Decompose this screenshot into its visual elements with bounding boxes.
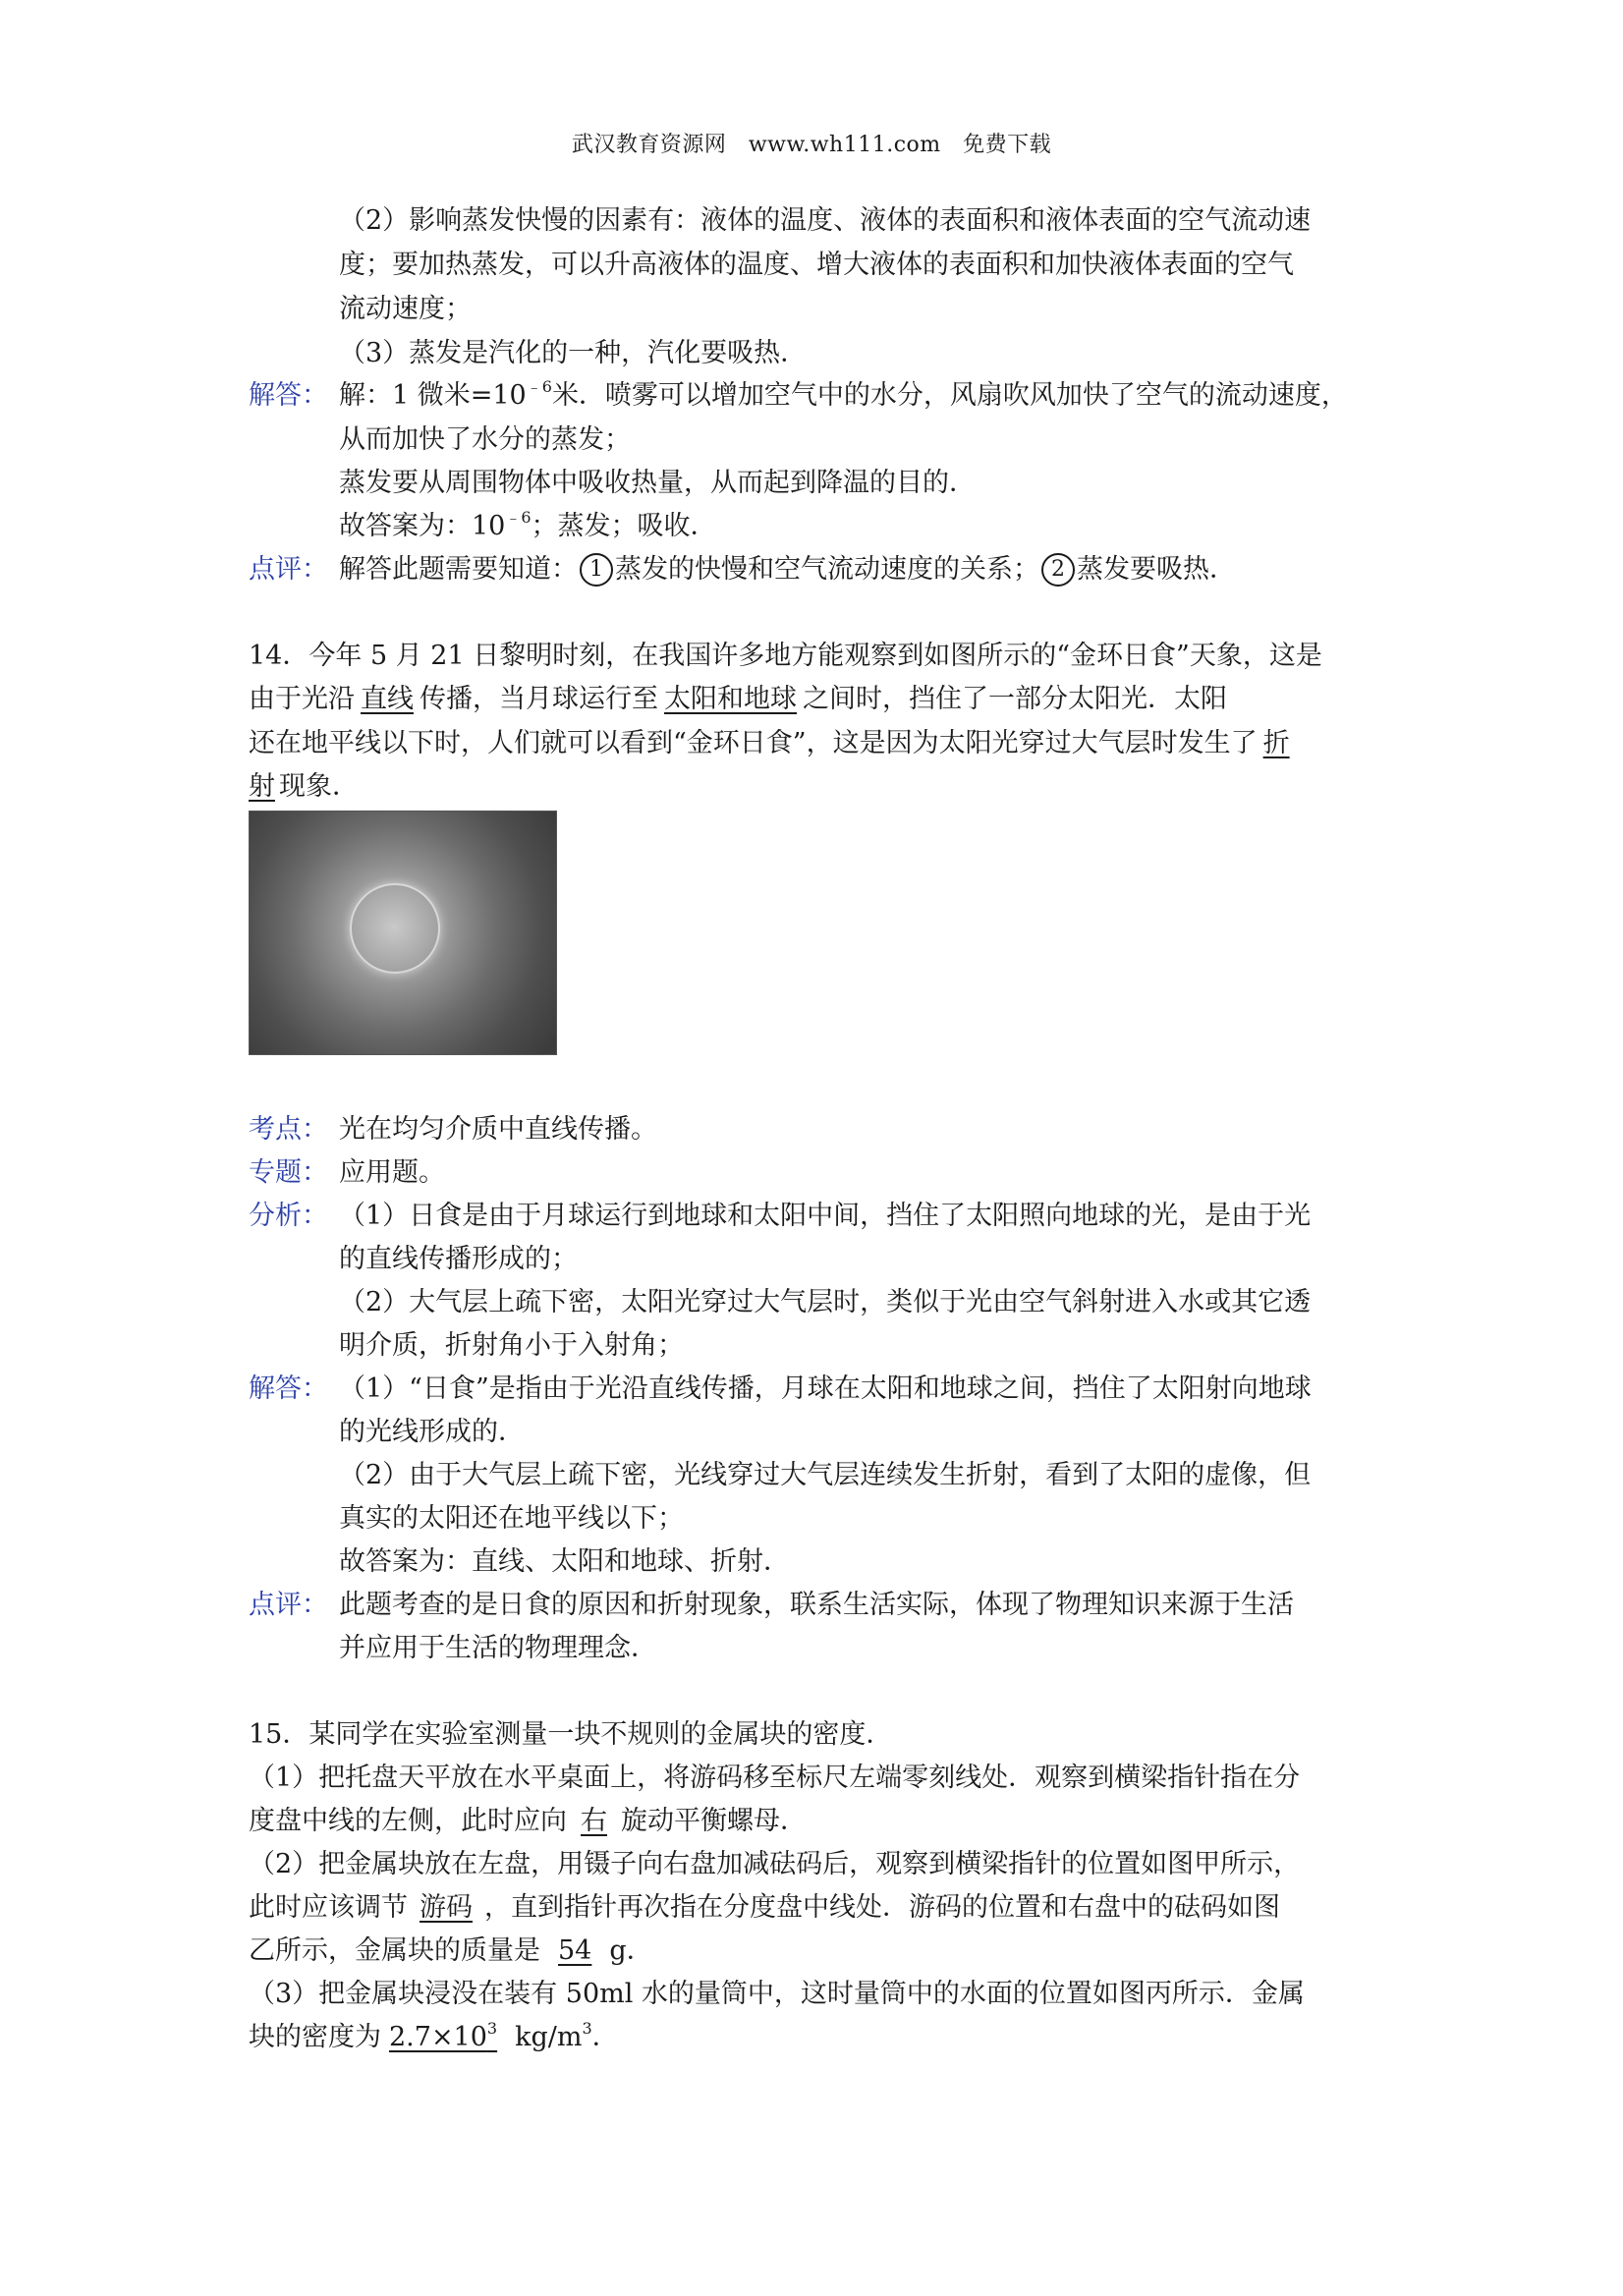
q14-jieda-label: 解答： — [249, 1373, 328, 1404]
q14-jieda-2a: （2）由于大气层上疏下密，光线穿过大气层连续发生折射，看到了太阳的虚像，但 — [339, 1460, 1312, 1490]
q14-zhuanti-label: 专题： — [249, 1157, 328, 1188]
q13-answer-3: 蒸发要从周围物体中吸收热量，从而起到降温的目的． — [339, 468, 976, 498]
q14-stem-4: 射 现象． — [249, 771, 359, 802]
q15-stem-4: （2）把金属块放在左盘，用镊子向右盘加减砝码后，观察到横梁指针的位置如图甲所示， — [249, 1849, 1301, 1879]
q14-fenxi-2a: （2）大气层上疏下密，太阳光穿过大气层时，类似于光由空气斜射进入水或其它透 — [339, 1287, 1312, 1317]
q13-analysis-3: （3）蒸发是汽化的一种，汽化要吸热． — [339, 338, 808, 368]
q14-dianping-a: 此题考查的是日食的原因和折射现象，联系生活实际，体现了物理知识来源于生活 — [339, 1590, 1294, 1620]
annular-eclipse-photo — [249, 811, 557, 1055]
q14-fenxi-1a: （1）日食是由于月球运行到地球和太阳中间，挡住了太阳照向地球的光，是由于光 — [339, 1201, 1312, 1231]
q13-analysis-2b: 度；要加热蒸发，可以升高液体的温度、增大液体的表面积和加快液体表面的空气 — [339, 250, 1294, 280]
q13-answer-label: 解答： — [249, 380, 328, 411]
q14-dianping-b: 并应用于生活的物理理念． — [339, 1633, 657, 1663]
q15-stem-7: （3）把金属块浸没在装有 50ml 水的量筒中，这时量筒中的水面的位置如图丙所示．金属 — [249, 1979, 1305, 2009]
q15-stem-8: 块的密度为 $2.7\times 10^3$ $kg/m^3$． — [249, 2018, 619, 2057]
q15-stem-6: 乙所示，金属块的质量是 54 g． — [249, 1932, 653, 1971]
q15-stem-1: 15．某同学在实验室测量一块不规则的金属块的密度． — [249, 1719, 893, 1750]
q14-stem-1: 14．今年 5 月 21 日黎明时刻，在我国许多地方能观察到如图所示的“金环日食”天象，这是 — [249, 641, 1322, 671]
circled-number-1: 1 — [580, 553, 613, 587]
answer-blank-3: 折 — [1262, 728, 1290, 758]
q14-kaodian: 光在均匀介质中直线传播。 — [339, 1114, 657, 1145]
q14-jieda-2b: 真实的太阳还在地平线以下； — [339, 1503, 684, 1534]
q14-stem-2: 由于光沿 直线 传播，当月球运行至 太阳和地球 之间时，挡住了一部分太阳光．太阳 — [249, 680, 1227, 719]
q14-fenxi-label: 分析： — [249, 1201, 328, 1231]
q14-jieda-1b: 的光线形成的． — [339, 1417, 525, 1447]
q14-kaodian-label: 考点： — [249, 1114, 328, 1145]
q14-jieda-1a: （1）“日食”是指由于光沿直线传播，月球在太阳和地球之间，挡住了太阳射向地球 — [339, 1373, 1312, 1404]
answer-blank-6: 54 — [558, 1935, 592, 1966]
eclipse-ring — [350, 883, 440, 974]
q13-comment-label: 点评： — [249, 554, 328, 585]
answer-blank-1: 直线 — [361, 684, 414, 714]
q14-stem-3: 还在地平线以下时，人们就可以看到“金环日食”，这是因为太阳光穿过大气层时发生了 折 — [249, 724, 1296, 763]
q13-analysis-2c: 流动速度； — [339, 294, 472, 324]
page-header: 武汉教育资源网 www.wh111.com 免费下载 — [571, 133, 1052, 157]
q14-jieda-3: 故答案为：直线、太阳和地球、折射． — [339, 1546, 790, 1577]
circled-number-2: 2 — [1041, 553, 1075, 587]
q14-zhuanti: 应用题。 — [339, 1157, 445, 1188]
q13-analysis-2a: （2）影响蒸发快慢的因素有：液体的温度、液体的表面积和液体表面的空气流动速 — [339, 205, 1312, 236]
answer-blank-2: 太阳和地球 — [664, 684, 797, 714]
q14-fenxi-2b: 明介质，折射角小于入射角； — [339, 1330, 684, 1361]
q14-dianping-label: 点评： — [249, 1590, 328, 1620]
q15-stem-2: （1）把托盘天平放在水平桌面上，将游码移至标尺左端零刻线处．观察到横梁指针指在分 — [249, 1763, 1301, 1793]
q13-answer-1: 解：1 微米$=10^{﹣6}$米．喷雾可以增加空气中的水分，风扇吹风加快了空气的流动速度， — [339, 377, 1348, 411]
q13-comment: 解答此题需要知道： 1 蒸发的快慢和空气流动速度的关系； 2 蒸发要吸热． — [339, 554, 1236, 585]
answer-blank-5: 游码 — [420, 1892, 473, 1923]
answer-blank-4: 右 — [581, 1806, 607, 1836]
q13-answer-2: 从而加快了水分的蒸发； — [339, 424, 631, 455]
q14-fenxi-1b: 的直线传播形成的； — [339, 1244, 578, 1274]
q13-answer-4: 故答案为：$10^{﹣6}$；蒸发；吸收． — [339, 508, 717, 541]
q15-stem-3: 度盘中线的左侧，此时应向 右 旋动平衡螺母． — [249, 1802, 807, 1841]
answer-blank-7: $2.7\times 10^3$ — [389, 2019, 498, 2052]
q15-stem-5: 此时应该调节 游码 ，直到指针再次指在分度盘中线处．游码的位置和右盘中的砝码如图 — [249, 1888, 1280, 1928]
